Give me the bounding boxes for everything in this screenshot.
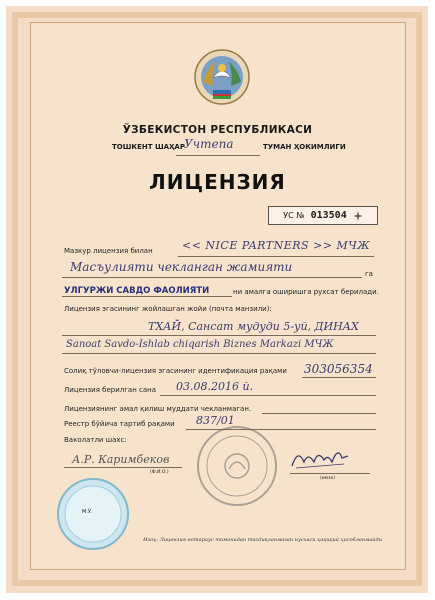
company-type-line bbox=[62, 277, 362, 278]
document-title: ЛИЦЕНЗИЯ bbox=[149, 170, 286, 194]
address-line-2 bbox=[62, 353, 376, 354]
registry-value: 837/01 bbox=[196, 414, 235, 427]
ga-suffix: га bbox=[365, 270, 373, 278]
official-stamp-icon bbox=[196, 425, 278, 507]
tin-label: Солиқ тўловчи-лицензия эгасининг идентификация рақами bbox=[64, 367, 287, 375]
address-label: Лицензия эгасининг жойлашган жойи (почта манзили): bbox=[64, 305, 272, 313]
tin-value: 303056354 bbox=[304, 362, 373, 376]
company-name-line bbox=[178, 256, 374, 257]
state-emblem-icon bbox=[193, 48, 251, 106]
issued-to-label: Мазкур лицензия билан bbox=[64, 247, 153, 255]
registration-number: 013504 bbox=[310, 210, 347, 221]
activity-line bbox=[62, 296, 232, 297]
authorized-name-line bbox=[64, 467, 182, 468]
company-name: << NICE PARTNERS >> МЧЖ bbox=[182, 239, 371, 252]
footer-note: Изоҳ: Лицензия нотариус томонидан тасдиқланмаган нусхаси ҳақиқий ҳисобланмайди bbox=[143, 537, 382, 543]
signature-caption: (имзо) bbox=[320, 476, 335, 481]
signature-line bbox=[290, 473, 370, 474]
authorized-label: Ваколатли шахс: bbox=[64, 436, 127, 444]
district-name: Учтепа bbox=[184, 137, 234, 151]
city-suffix: ТУМАН ҲОКИМЛИГИ bbox=[263, 143, 346, 151]
republic-title: ЎЗБЕКИСТОН РЕСПУБЛИКАСИ bbox=[122, 124, 313, 136]
issue-date-value: 03.08.2016 й. bbox=[176, 380, 254, 393]
issue-date-line bbox=[160, 395, 376, 396]
registration-series: УС № bbox=[283, 211, 305, 220]
seal-label: М.Ў. bbox=[82, 509, 93, 515]
validity-line bbox=[262, 413, 376, 414]
authorized-name: А.Р. Каримбеков bbox=[72, 453, 170, 466]
issue-date-label: Лицензия берилган сана bbox=[64, 386, 157, 394]
signature-icon bbox=[288, 444, 352, 474]
address-text-2: Sanoat Savdo-Ishlab chiqarish Biznes Markazi МЧЖ bbox=[66, 339, 334, 350]
registration-box bbox=[268, 206, 378, 225]
hologram-seal-icon bbox=[57, 478, 129, 550]
address-text-1: ТХАЙ, Сансат мудуди 5-уй, ДИНАХ bbox=[148, 320, 359, 333]
validity-label: Лицензиянинг амал қилиш муддати чекланмаган. bbox=[64, 405, 252, 413]
address-line-1 bbox=[62, 335, 376, 336]
activity-type: УЛГУРЖИ САВДО ФАОЛИЯТИ bbox=[64, 286, 210, 296]
registry-label: Реестр бўйича тартиб рақами bbox=[64, 420, 175, 428]
tin-line bbox=[302, 377, 376, 378]
fio-caption: (Ф.И.О.) bbox=[150, 470, 169, 475]
hologram-star-icon bbox=[353, 211, 363, 221]
city-prefix: ТОШКЕНТ ШАҲАР bbox=[112, 143, 185, 151]
company-type: Масъулияти чекланган жамияти bbox=[70, 260, 293, 274]
activity-suffix: ни амалга оширишга рухсат берилади. bbox=[233, 288, 379, 296]
